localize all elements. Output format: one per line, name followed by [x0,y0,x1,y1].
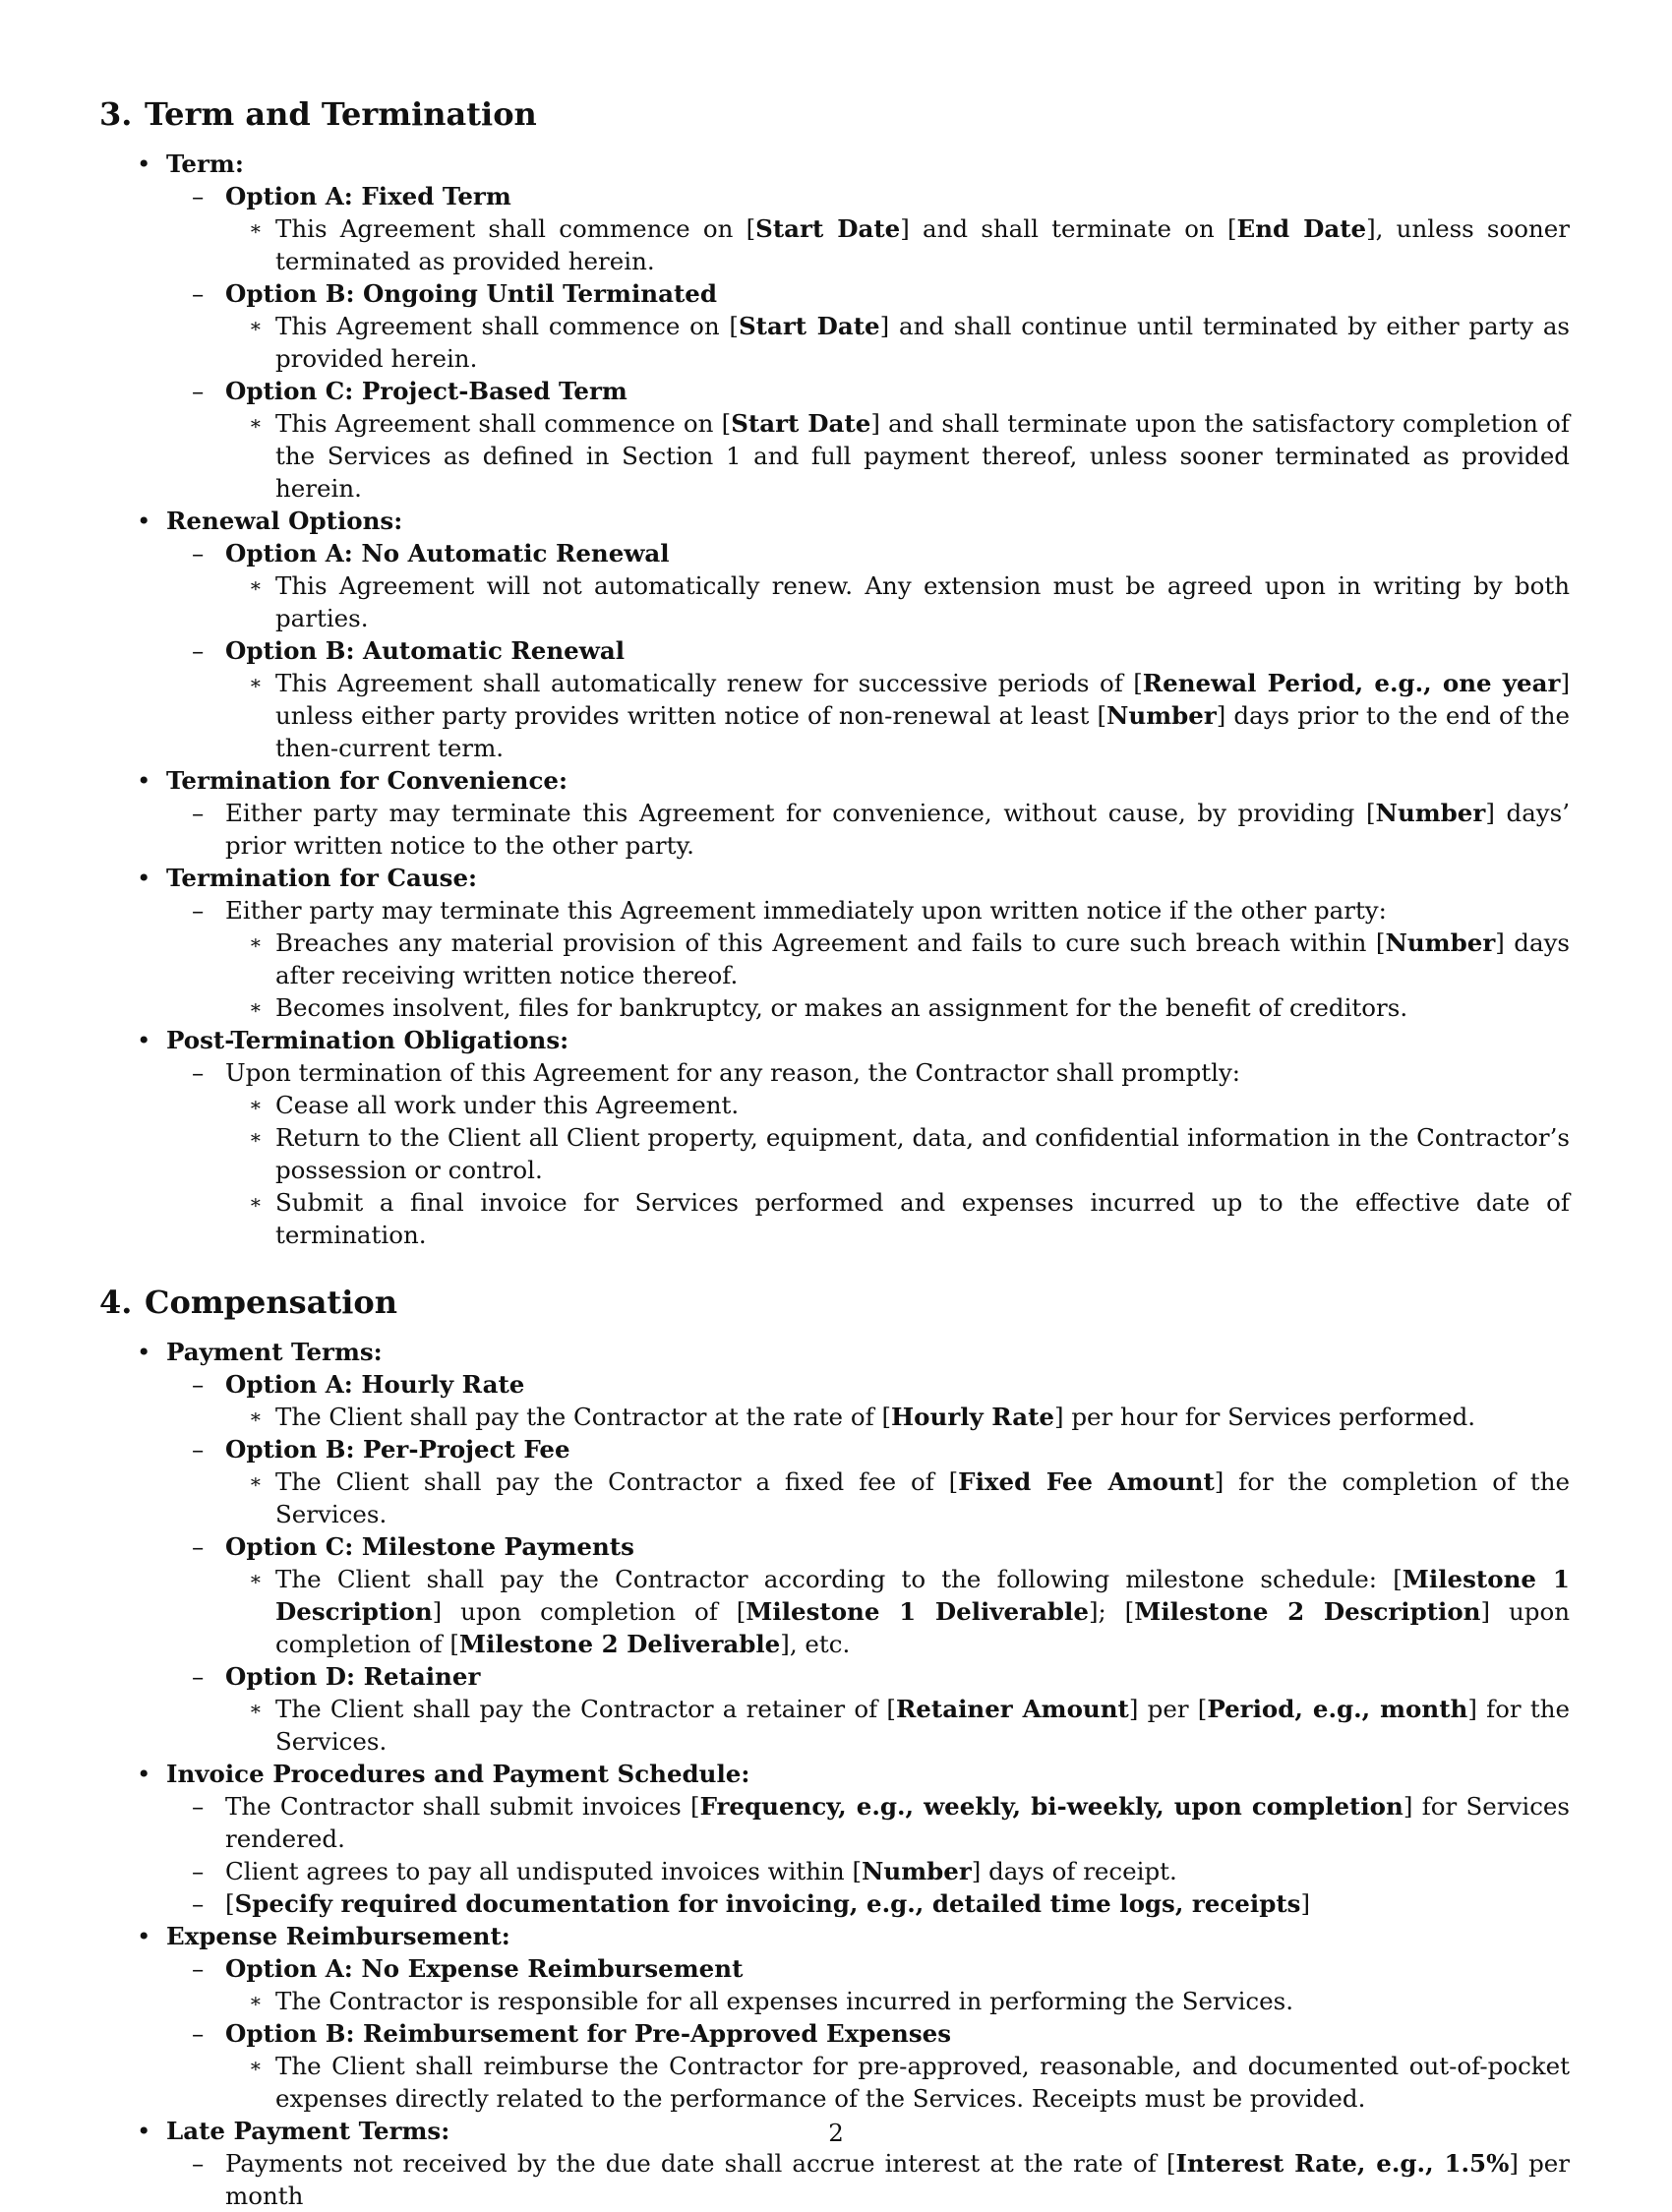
dash-icon: – [192,182,205,210]
dash-icon: – [192,377,205,405]
text-segment: ] [1300,1889,1310,1918]
list-level-3 [225,1465,1570,1530]
dash-icon: – [192,1532,205,1561]
text-segment: ], unless sooner terminated as provided herein. [275,214,1570,275]
list-level-1 [99,1336,1570,2212]
text-segment: ] days’ prior written notice to the other party. [225,799,1570,860]
list-level-3 [225,212,1570,277]
section-title: Compensation [145,1284,397,1321]
dash-icon: – [192,1370,205,1399]
list-item [99,1920,1570,2115]
text-segment: ] and shall terminate on [ [900,214,1237,243]
item-heading: Option D: Retainer [225,1662,481,1691]
placeholder-field: Milestone 2 Description [1134,1597,1481,1626]
list-level-2 [166,537,1570,764]
text-segment: The Client shall pay the Contractor at the rate of [ [275,1403,892,1431]
dash-icon: – [192,1889,205,1918]
placeholder-field: Start Date [738,312,880,340]
placeholder-field: Milestone 2 Deliverable [458,1630,781,1658]
text-segment: ] and shall continue until terminated by either party as provided herein. [275,312,1571,373]
list-level-3 [225,569,1570,634]
text-segment: ] per [ [1128,1695,1208,1723]
list-level-3 [225,927,1570,1024]
dash-icon: – [192,636,205,665]
text-segment: Either party may terminate this Agreement for convenience, without cause, by providing [ [225,799,1376,827]
text-segment: Return to the Client all Client property, equipment, data, and confidential information in the Contractor’s possession or control. [275,1123,1570,1184]
list-item [225,927,1570,991]
list-item [166,1368,1570,1433]
dash-icon: – [192,2149,205,2178]
text-segment: ] unless either party provides written notice of non-renewal at least [ [275,669,1570,730]
text-segment: This Agreement shall commence on [ [275,409,732,438]
placeholder-field: Number [1375,799,1486,827]
asterisk-icon: ∗ [249,314,263,337]
list-level-3 [225,1563,1570,1660]
placeholder-field: Number [1106,701,1217,730]
placeholder-field: Milestone 1 Description [275,1565,1570,1626]
item-heading: Termination for Cause: [166,864,478,892]
list-item [225,212,1570,277]
item-heading: Payment Terms: [166,1338,383,1366]
document-page [99,94,1570,2212]
asterisk-icon: ∗ [249,1697,263,1720]
text-segment: ] for the Services. [275,1695,1570,1756]
placeholder-field: Fixed Fee Amount [958,1467,1215,1496]
list-item [166,1855,1570,1887]
placeholder-field: Start Date [731,409,871,438]
asterisk-icon: ∗ [249,1125,263,1149]
text-segment: ]; [ [1088,1597,1135,1626]
placeholder-field: Specify required documentation for invoicing, e.g., detailed time logs, receipts [234,1889,1301,1918]
list-item [225,1186,1570,1251]
list-item [225,569,1570,634]
item-heading: Option C: Milestone Payments [225,1532,634,1561]
asterisk-icon: ∗ [249,2054,263,2077]
dash-icon: – [192,896,205,925]
bullet-icon: • [137,1922,151,1950]
placeholder-field: Start Date [755,214,901,243]
placeholder-field: Renewal Period, e.g., one year [1142,669,1561,697]
text-segment: Cease all work under this Agreement. [275,1091,740,1119]
text-segment: ] and shall terminate upon the satisfactory completion of the Services as defined in Section 1 and full payment thereof, unless sooner terminated as provided herein. [275,409,1570,503]
text-segment: ] days after receiving written notice thereof. [275,928,1570,989]
list-item [99,1758,1570,1920]
bullet-icon: • [137,1760,151,1788]
item-heading: Termination for Convenience: [166,766,568,795]
text-segment: Client agrees to pay all undisputed invoices within [ [225,1857,863,1885]
item-heading: Option A: No Automatic Renewal [225,539,670,568]
text-segment: Submit a final invoice for Services performed and expenses incurred up to the effective date of termination. [275,1188,1570,1249]
text-segment: [ [225,1889,235,1918]
list-item [166,1433,1570,1530]
placeholder-field: Number [862,1857,972,1885]
item-heading: Option B: Per-Project Fee [225,1435,570,1464]
list-level-3 [225,1985,1570,2017]
list-item [99,505,1570,764]
text-segment: The Client shall pay the Contractor according to the following milestone schedule: [ [275,1565,1403,1593]
asterisk-icon: ∗ [249,216,263,240]
asterisk-icon: ∗ [249,1190,263,1214]
list-level-3 [225,667,1570,764]
text-segment: The Client shall pay the Contractor a retainer of [ [275,1695,896,1723]
list-item [225,1401,1570,1433]
text-segment: ] for Services rendered. [225,1792,1570,1853]
dash-icon: – [192,1857,205,1885]
document-body [99,94,1570,2212]
list-item [225,1693,1570,1758]
asterisk-icon: ∗ [249,573,263,597]
list-item [99,1024,1570,1251]
bullet-icon: • [137,1026,151,1054]
bullet-icon: • [137,864,151,892]
list-item [166,1530,1570,1660]
item-heading: Renewal Options: [166,507,403,535]
item-heading: Option B: Automatic Renewal [225,636,626,665]
list-level-3 [225,1693,1570,1758]
text-segment: Breaches any material provision of this Agreement and fails to cure such breach within [ [275,928,1386,957]
dash-icon: – [192,1662,205,1691]
list-item [225,2050,1570,2115]
list-item [225,310,1570,375]
list-level-2 [166,1368,1570,1758]
dash-icon: – [192,2019,205,2048]
item-heading: Late Payment Terms: [166,2117,450,2145]
list-item [166,375,1570,505]
dash-icon: – [192,1058,205,1087]
bullet-icon: • [137,766,151,795]
list-item [225,1121,1570,1186]
list-item [99,764,1570,862]
list-level-3 [225,2050,1570,2115]
text-segment: This Agreement shall commence on [ [275,312,739,340]
list-item [225,407,1570,505]
text-segment: Upon termination of this Agreement for any reason, the Contractor shall promptly: [225,1058,1241,1087]
list-item [99,862,1570,1024]
list-level-2 [166,894,1570,1024]
text-segment: ] for the completion of the Services. [275,1467,1570,1528]
list-item [166,1660,1570,1758]
list-item [166,634,1570,764]
list-item [166,894,1570,1024]
text-segment: The Client shall pay the Contractor a fixed fee of [ [275,1467,959,1496]
item-heading: Option A: Fixed Term [225,182,511,210]
list-item [225,1985,1570,2017]
section-heading [99,1283,1570,1322]
text-segment: Either party may terminate this Agreement immediately upon written notice if the other party: [225,896,1387,925]
list-item [166,1790,1570,1855]
asterisk-icon: ∗ [249,1405,263,1428]
section-number: 4. [99,1284,133,1321]
asterisk-icon: ∗ [249,995,263,1019]
list-item [225,667,1570,764]
list-item [166,1952,1570,2017]
text-segment: ], etc. [780,1630,851,1658]
dash-icon: – [192,1435,205,1464]
dash-icon: – [192,1792,205,1821]
asterisk-icon: ∗ [249,671,263,694]
bullet-icon: • [137,1338,151,1366]
list-level-2 [166,797,1570,862]
placeholder-field: Retainer Amount [895,1695,1129,1723]
list-item [225,1465,1570,1530]
text-segment: ] upon completion of [ [275,1597,1570,1658]
list-item [225,991,1570,1024]
list-level-3 [225,310,1570,375]
dash-icon: – [192,279,205,308]
item-heading: Option A: Hourly Rate [225,1370,525,1399]
list-item [99,1336,1570,1758]
text-segment: Payments not received by the due date shall accrue interest at the rate of [ [225,2149,1176,2178]
text-segment: This Agreement shall commence on [ [275,214,756,243]
placeholder-field: Period, e.g., month [1207,1695,1468,1723]
item-heading: Invoice Procedures and Payment Schedule: [166,1760,750,1788]
dash-icon: – [192,1954,205,1983]
list-level-3 [225,407,1570,505]
list-item [166,277,1570,375]
item-heading: Post-Termination Obligations: [166,1026,569,1054]
text-segment: The Client shall reimburse the Contractor for pre-approved, reasonable, and documented out-of-pocket expenses directly related to the performance of the Services. Receipts must be provided. [275,2052,1570,2113]
list-level-1 [99,148,1570,1251]
list-item [166,1887,1570,1920]
bullet-icon: • [137,149,151,178]
page-number: 2 [828,2119,844,2147]
item-heading: Term: [166,149,244,178]
asterisk-icon: ∗ [249,1989,263,2012]
item-heading: Option C: Project-Based Term [225,377,627,405]
item-heading: Option B: Reimbursement for Pre-Approved Expenses [225,2019,952,2048]
list-item [166,2147,1570,2212]
placeholder-field: End Date [1236,214,1367,243]
text-segment: Becomes insolvent, files for bankruptcy, or makes an assignment for the benefit of creditors. [275,993,1408,1022]
section-number: 3. [99,95,133,133]
bullet-icon: • [137,507,151,535]
placeholder-field: Hourly Rate [891,1403,1055,1431]
text-segment: ] per hour for Services performed. [1054,1403,1476,1431]
list-item [166,180,1570,277]
list-level-3 [225,1089,1570,1251]
dash-icon: – [192,799,205,827]
placeholder-field: Interest Rate, e.g., 1.5% [1175,2149,1510,2178]
list-level-3 [225,1401,1570,1433]
list-item [225,1089,1570,1121]
list-item [225,1563,1570,1660]
placeholder-field: Number [1385,928,1496,957]
asterisk-icon: ∗ [249,1469,263,1493]
list-level-2 [166,180,1570,505]
placeholder-field: Frequency, e.g., weekly, bi-weekly, upon completion [699,1792,1403,1821]
list-level-2 [166,1056,1570,1251]
list-level-2 [166,1952,1570,2115]
asterisk-icon: ∗ [249,1567,263,1590]
list-level-2 [166,2147,1570,2212]
list-item [166,1056,1570,1251]
asterisk-icon: ∗ [249,1093,263,1116]
list-item [166,797,1570,862]
text-segment: ] per month [225,2149,1570,2210]
dash-icon: – [192,539,205,568]
text-segment: ] days prior to the end of the then-current term. [275,701,1570,762]
list-item [99,148,1570,505]
list-item [166,2017,1570,2115]
text-segment: ] days of receipt. [971,1857,1177,1885]
item-heading: Option A: No Expense Reimbursement [225,1954,744,1983]
text-segment: The Contractor is responsible for all expenses incurred in performing the Services. [275,1987,1293,2015]
text-segment: The Contractor shall submit invoices [ [225,1792,700,1821]
item-heading: Expense Reimbursement: [166,1922,510,1950]
section-title: Term and Termination [145,95,537,133]
list-item [166,537,1570,634]
text-segment: This Agreement shall automatically renew for successive periods of [ [275,669,1143,697]
section-heading [99,94,1570,134]
placeholder-field: Milestone 1 Deliverable [746,1597,1089,1626]
text-segment: This Agreement will not automatically renew. Any extension must be agreed upon in writing by both parties. [275,571,1570,632]
item-heading: Option B: Ongoing Until Terminated [225,279,717,308]
asterisk-icon: ∗ [249,411,263,435]
list-level-2 [166,1790,1570,1920]
text-segment: ] upon completion of [ [432,1597,746,1626]
asterisk-icon: ∗ [249,930,263,954]
bullet-icon: • [137,2117,151,2145]
